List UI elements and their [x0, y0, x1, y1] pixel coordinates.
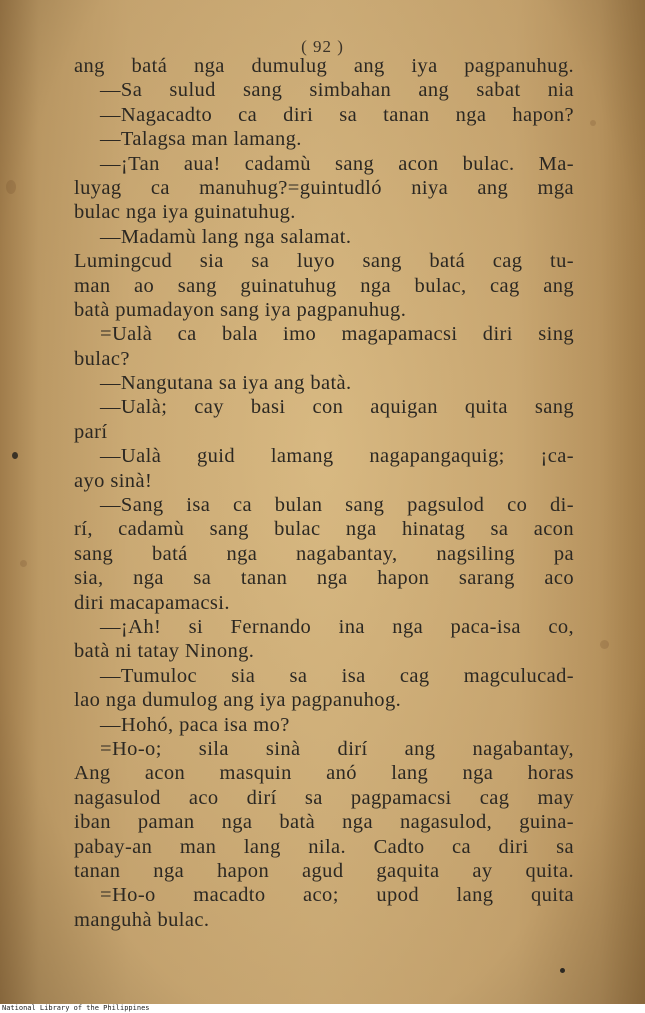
text-line: —¡Tan aua! cadamù sang acon bulac. Ma- — [100, 152, 574, 175]
text-line: bulac? — [74, 347, 130, 370]
stain — [6, 180, 16, 194]
text-line: iban paman nga batà nga nagasulod, guina- — [74, 811, 574, 834]
ink-dot — [560, 968, 565, 973]
text-line: —Tumuloc sia sa isa cag magculucad- — [100, 664, 574, 687]
text-line: =Ho-o; sila sinà dirí ang nagabantay, — [100, 737, 574, 760]
text-line: batà ni tatay Ninong. — [74, 640, 255, 663]
text-line: —Sang isa ca bulan sang pagsulod co di- — [100, 494, 574, 517]
text-line: Ang acon masquin anó lang nga horas — [74, 762, 574, 785]
text-line: —Ualà guid lamang nagapangaquig; ¡ca- — [100, 445, 574, 468]
text-line: —Madamù lang nga salamat. — [100, 225, 352, 248]
page-number: ( 92 ) — [301, 37, 344, 56]
text-line: bulac nga iya guinatuhug. — [74, 201, 296, 224]
text-line: pabay-an man lang nila. Cadto ca diri sa — [74, 835, 574, 858]
text-line: =Ualà ca bala imo magapamacsi diri sing — [100, 323, 574, 346]
text-line: parí — [74, 420, 108, 443]
stain — [590, 120, 596, 126]
text-line: tanan nga hapon agud gaquita ay quita. — [74, 859, 574, 882]
text-line: diri macapamacsi. — [74, 591, 230, 614]
text-line: —Sa sulud sang simbahan ang sabat nia — [100, 79, 574, 102]
text-line: =Ho-o macadto aco; upod lang quita — [100, 884, 574, 907]
text-line: luyag ca manuhug?=guintudló niya ang mga — [74, 176, 574, 199]
text-line: —¡Ah! si Fernando ina nga paca-isa co, — [100, 615, 574, 638]
text-line: batà pumadayon sang iya pagpanuhug. — [74, 298, 407, 321]
text-line: sang batá nga nagabantay, nagsiling pa — [74, 542, 574, 565]
text-line: ayo sinà! — [74, 469, 153, 492]
text-line: Lumingcud sia sa luyo sang batá cag tu- — [74, 250, 574, 273]
text-line: lao nga dumulog ang iya pagpanuhog. — [74, 689, 402, 712]
text-line: ang batá nga dumulug ang iya pagpanuhug. — [74, 55, 574, 77]
margin-ink-mark — [12, 452, 18, 459]
stain — [600, 640, 609, 649]
stain — [20, 560, 27, 567]
body-text — [74, 54, 574, 932]
text-line: —Talagsa man lamang. — [100, 128, 302, 151]
text-line: —Nangutana sa iya ang batà. — [100, 372, 352, 395]
text-line: sia, nga sa tanan nga hapon sarang aco — [74, 567, 574, 590]
text-line: nagasulod aco dirí sa pagpamacsi cag may — [74, 786, 574, 809]
text-line: rí, cadamù sang bulac nga hinatag sa acon — [74, 518, 574, 541]
footer-credit: National Library of the Philippines — [2, 1004, 150, 1012]
text-line: man ao sang guinatuhug nga bulac, cag ang — [74, 274, 574, 297]
text-line: —Hohó, paca isa mo? — [100, 713, 290, 736]
text-line: manguhà bulac. — [74, 908, 210, 931]
text-line: —Nagacadto ca diri sa tanan nga hapon? — [100, 103, 574, 126]
text-line: —Ualà; cay basi con aquigan quita sang — [100, 396, 574, 419]
